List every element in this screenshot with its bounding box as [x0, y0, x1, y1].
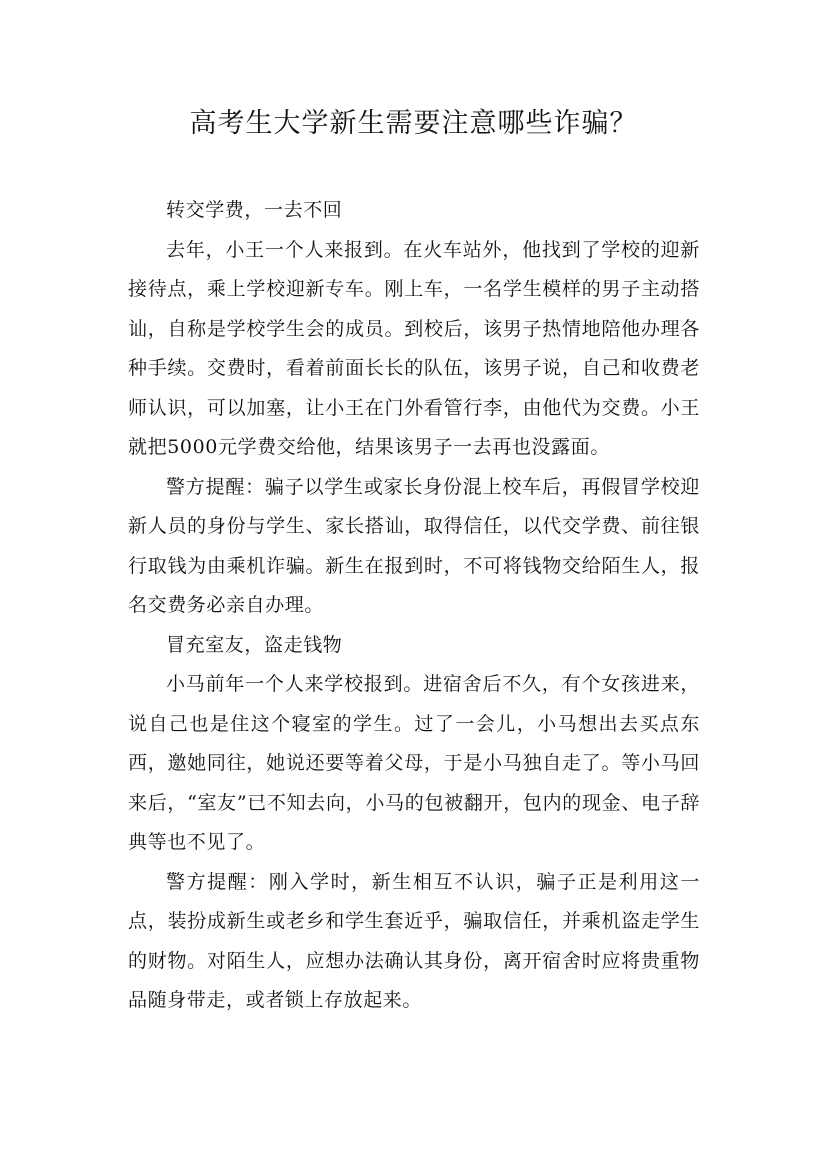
section-heading: 冒充室友，盗走钱物 — [166, 633, 343, 656]
section-heading: 转交学费，一去不回 — [166, 199, 343, 221]
document-body — [128, 191, 700, 1021]
body-paragraph: 去年，小王一个人来报到。在火车站外，他找到了学校的迎新接待点，乘上学校迎新专车。刚上车，一名学生模样的男子主动搭讪，自称是学校学生会的成员。到校后，该男子热情地陪他办理各种手续。交费时，看着前面长长的队伍，该男子说，自己和收费老师认识，可以加塞，让小王在门外看管行李，由他代为交费。小王就把5000元学费交给他，结果该男子一去再也没露面。 — [128, 238, 700, 458]
document-title: 高考生大学新生需要注意哪些诈骗？ — [189, 108, 638, 139]
body-paragraph: 小马前年一个人来学校报到。进宿舍后不久，有个女孩进来，说自己也是住这个寝室的学生。过了一会儿，小马想出去买点东西，邀她同往，她说还要等着父母，于是小马独自走了。等小马回来后，“室友”已不知去向，小马的包被翻开，包内的现金、电子辞典等也不见了。 — [128, 673, 700, 853]
warning-paragraph: 警方提醒：骗子以学生或家长身份混上校车后，再假冒学校迎新人员的身份与学生、家长搭讪，取得信任，以代交学费、前往银行取钱为由乘机诈骗。新生在报到时，不可将钱物交给陌生人，报名交费务必亲自办理。 — [128, 475, 700, 616]
warning-paragraph: 警方提醒：刚入学时，新生相互不认识，骗子正是利用这一点，装扮成新生或老乡和学生套近乎，骗取信任，并乘机盗走学生的财物。对陌生人，应想办法确认其身份，离开宿舍时应将贵重物品随身带走，或者锁上存放起来。 — [128, 870, 700, 1011]
